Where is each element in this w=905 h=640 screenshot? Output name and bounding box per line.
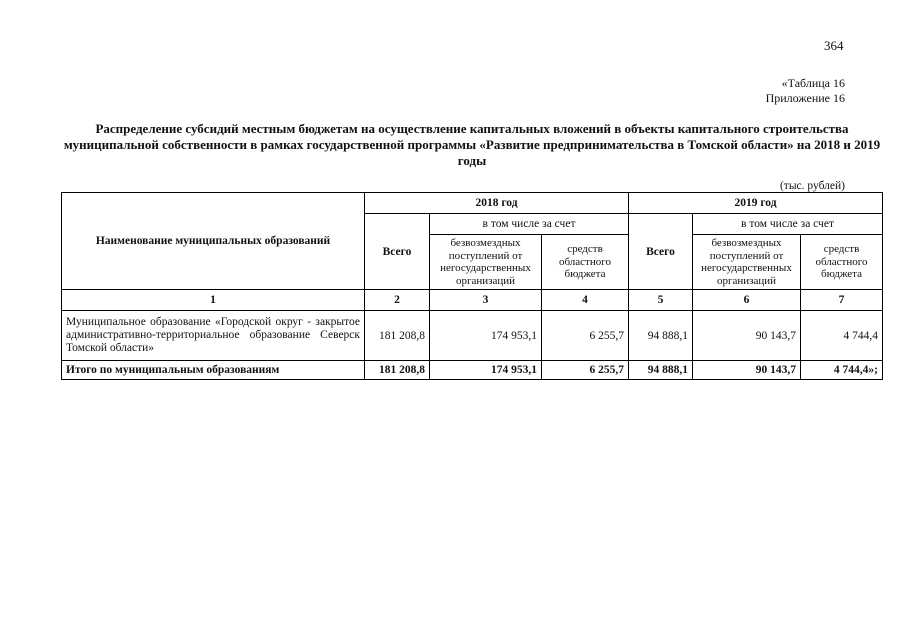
table-annex-label xyxy=(766,76,845,106)
header-free-receipts-2019: безвозмездных поступлений от негосударственных организаций xyxy=(693,235,801,290)
header-municipality-name: Наименование муниципальных образований xyxy=(62,193,365,290)
value-regional-budget-2018: 6 255,7 xyxy=(542,311,629,361)
document-title: Распределение субсидий местным бюджетам на осуществление капитальных вложений в объекты капитального строительства муниципальной собственности в рамках государственной программы «Развитие предпринимательства в Томской области» на 2018 и 2019 годы xyxy=(63,121,881,168)
value-total-2019: 94 888,1 xyxy=(629,311,693,361)
annex-table-number: «Таблица 16 xyxy=(781,76,845,90)
column-number: 1 xyxy=(62,290,365,311)
value-free-receipts-2018: 174 953,1 xyxy=(430,311,542,361)
header-regional-budget-2018: средств областного бюджета xyxy=(542,235,629,290)
header-including-2018: в том числе за счет xyxy=(430,214,629,235)
header-year-2019: 2019 год xyxy=(629,193,883,214)
total-row xyxy=(62,361,883,380)
header-free-receipts-2018: безвозмездных поступлений от негосударственных организаций xyxy=(430,235,542,290)
header-regional-budget-2019: средств областного бюджета xyxy=(801,235,883,290)
column-number: 5 xyxy=(629,290,693,311)
total-value-free-receipts-2018: 174 953,1 xyxy=(430,361,542,380)
total-value-free-receipts-2019: 90 143,7 xyxy=(693,361,801,380)
value-total-2018: 181 208,8 xyxy=(365,311,430,361)
page-number: 364 xyxy=(824,38,844,53)
column-number: 2 xyxy=(365,290,430,311)
municipality-name: Муниципальное образование «Городской округ - закрытое административно-территориальное образование Северск Томской области» xyxy=(62,311,365,361)
column-number: 6 xyxy=(693,290,801,311)
total-value-total-2018: 181 208,8 xyxy=(365,361,430,380)
column-number: 7 xyxy=(801,290,883,311)
subsidy-table xyxy=(61,192,883,380)
total-value-regional-budget-2019: 4 744,4»; xyxy=(801,361,883,380)
annex-appendix-number: Приложение 16 xyxy=(765,91,845,105)
units-label: (тыс. рублей) xyxy=(779,180,845,192)
total-row-label: Итого по муниципальным образованиям xyxy=(62,361,365,380)
value-free-receipts-2019: 90 143,7 xyxy=(693,311,801,361)
total-value-total-2019: 94 888,1 xyxy=(629,361,693,380)
header-including-2019: в том числе за счет xyxy=(693,214,883,235)
total-value-regional-budget-2018: 6 255,7 xyxy=(542,361,629,380)
value-regional-budget-2019: 4 744,4 xyxy=(801,311,883,361)
column-number: 4 xyxy=(542,290,629,311)
header-total-2018: Всего xyxy=(365,214,430,290)
header-year-2018: 2018 год xyxy=(365,193,629,214)
header-total-2019: Всего xyxy=(629,214,693,290)
table-row xyxy=(62,311,883,361)
column-number: 3 xyxy=(430,290,542,311)
